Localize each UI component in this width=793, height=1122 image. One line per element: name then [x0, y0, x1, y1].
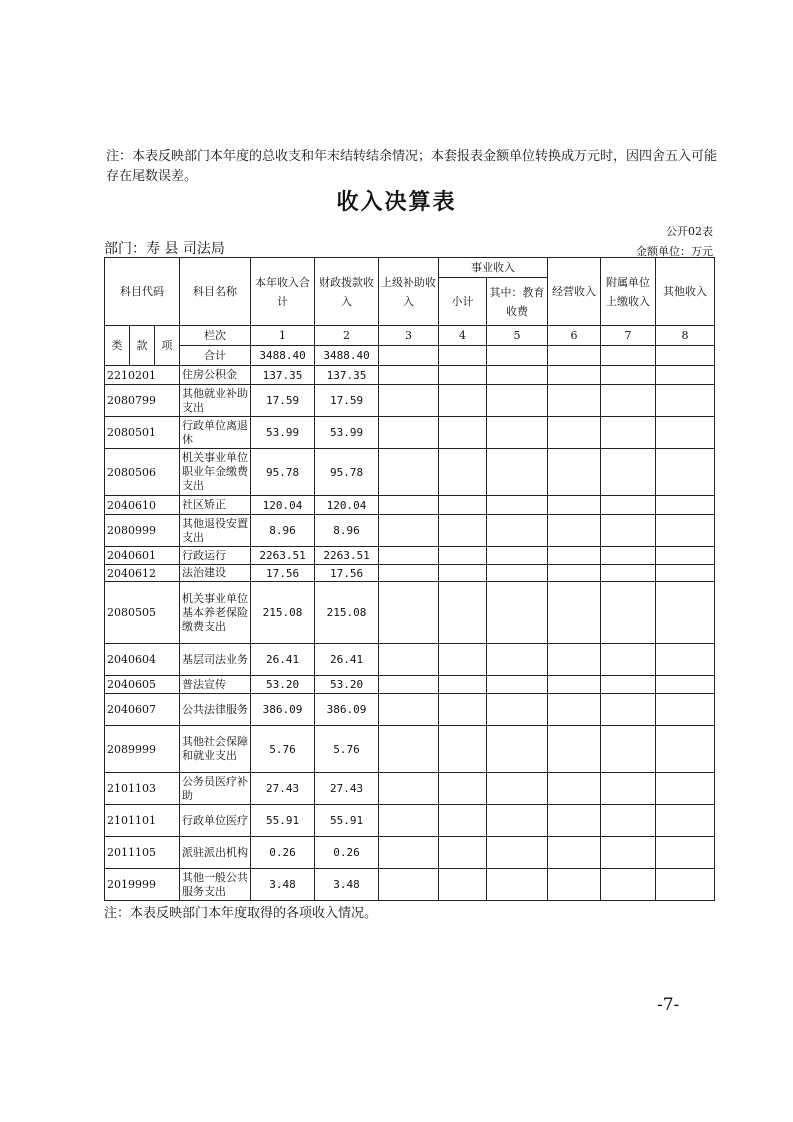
table-row: [105, 417, 715, 449]
empty-cell: [439, 676, 487, 694]
subject-name-cell: 法治建设: [180, 565, 251, 582]
subject-name-cell: 公共法律服务: [180, 694, 251, 726]
annual-income-cell: 3.48: [251, 869, 315, 901]
subject-name-cell: 基层司法业务: [180, 644, 251, 676]
annual-income-cell: 26.41: [251, 644, 315, 676]
header-subtotal: 小计: [439, 278, 487, 326]
total-label: 合计: [180, 346, 251, 366]
empty-cell: [379, 869, 439, 901]
subject-code-cell: 2080505: [105, 582, 180, 644]
empty-cell: [548, 694, 601, 726]
amount-unit: 金额单位：万元: [636, 245, 713, 258]
header-superior-subsidy: 上级补助收入: [379, 258, 439, 326]
empty-cell: [548, 565, 601, 582]
empty-cell: [548, 644, 601, 676]
annual-income-cell: 55.91: [251, 805, 315, 837]
col-num: 4: [439, 326, 487, 346]
empty-cell: [439, 449, 487, 496]
table-row: [105, 582, 715, 644]
table-row: [105, 565, 715, 582]
empty-cell: [656, 366, 715, 385]
empty-cell: [439, 346, 487, 366]
table-row: [105, 644, 715, 676]
annual-income-cell: 215.08: [251, 582, 315, 644]
empty-cell: [439, 366, 487, 385]
page-number: -7-: [657, 995, 680, 1015]
fiscal-allocation-cell: 27.43: [315, 773, 379, 805]
department-label: 部门：寿 县 司法局: [104, 241, 225, 257]
subject-code-cell: 2101101: [105, 805, 180, 837]
empty-cell: [548, 346, 601, 366]
subject-code-cell: 2040601: [105, 547, 180, 565]
subject-code-cell: 2011105: [105, 837, 180, 869]
table-row: [105, 694, 715, 726]
table-row: [105, 805, 715, 837]
table-row: [105, 773, 715, 805]
empty-cell: [379, 366, 439, 385]
subject-name-cell: 公务员医疗补助: [180, 773, 251, 805]
empty-cell: [487, 805, 548, 837]
empty-cell: [439, 515, 487, 547]
form-number: 公开02表: [666, 225, 713, 238]
empty-cell: [601, 869, 656, 901]
empty-cell: [379, 496, 439, 515]
empty-cell: [487, 644, 548, 676]
subject-code-cell: 2101103: [105, 773, 180, 805]
subject-name-cell: 其他一般公共服务支出: [180, 869, 251, 901]
empty-cell: [548, 869, 601, 901]
empty-cell: [656, 726, 715, 773]
subject-code-cell: 2080999: [105, 515, 180, 547]
annual-income-cell: 53.99: [251, 417, 315, 449]
empty-cell: [548, 515, 601, 547]
col-num: 5: [487, 326, 548, 346]
table-row: [105, 496, 715, 515]
subject-name-cell: 社区矫正: [180, 496, 251, 515]
col-num: 8: [656, 326, 715, 346]
empty-cell: [656, 547, 715, 565]
empty-cell: [656, 869, 715, 901]
empty-cell: [379, 547, 439, 565]
subject-code-cell: 2089999: [105, 726, 180, 773]
empty-cell: [656, 837, 715, 869]
total-annual: 3488.40: [251, 346, 315, 366]
header-operating-income: 经营收入: [548, 258, 601, 326]
subject-name-cell: 其他退役安置支出: [180, 515, 251, 547]
fiscal-allocation-cell: 137.35: [315, 366, 379, 385]
empty-cell: [601, 385, 656, 417]
annual-income-cell: 0.26: [251, 837, 315, 869]
annual-income-cell: 17.56: [251, 565, 315, 582]
empty-cell: [379, 837, 439, 869]
empty-cell: [548, 417, 601, 449]
empty-cell: [439, 565, 487, 582]
empty-cell: [548, 449, 601, 496]
empty-cell: [379, 385, 439, 417]
empty-cell: [487, 676, 548, 694]
fiscal-allocation-cell: 55.91: [315, 805, 379, 837]
empty-cell: [487, 582, 548, 644]
subject-code-cell: 2080506: [105, 449, 180, 496]
empty-cell: [379, 417, 439, 449]
empty-cell: [601, 547, 656, 565]
empty-cell: [656, 676, 715, 694]
header-subject-code: 科目代码: [105, 258, 180, 326]
empty-cell: [601, 565, 656, 582]
empty-cell: [601, 582, 656, 644]
empty-cell: [656, 515, 715, 547]
header-business-income: 事业收入: [439, 258, 548, 278]
table-row: [105, 366, 715, 385]
empty-cell: [439, 417, 487, 449]
empty-cell: [439, 496, 487, 515]
empty-cell: [601, 726, 656, 773]
annual-income-cell: 5.76: [251, 726, 315, 773]
empty-cell: [548, 773, 601, 805]
annual-income-cell: 120.04: [251, 496, 315, 515]
table-row: [105, 726, 715, 773]
fiscal-allocation-cell: 386.09: [315, 694, 379, 726]
fiscal-allocation-cell: 215.08: [315, 582, 379, 644]
subject-code-cell: 2080799: [105, 385, 180, 417]
empty-cell: [379, 694, 439, 726]
empty-cell: [548, 582, 601, 644]
empty-cell: [487, 515, 548, 547]
subject-code-cell: 2040605: [105, 676, 180, 694]
empty-cell: [487, 547, 548, 565]
annual-income-cell: 2263.51: [251, 547, 315, 565]
empty-cell: [656, 694, 715, 726]
subject-name-cell: 行政单位医疗: [180, 805, 251, 837]
empty-cell: [487, 565, 548, 582]
header-annual-income: 本年收入合计: [251, 258, 315, 326]
table-row: [105, 515, 715, 547]
subject-name-cell: 派驻派出机构: [180, 837, 251, 869]
empty-cell: [656, 565, 715, 582]
empty-cell: [656, 417, 715, 449]
subject-name-cell: 行政运行: [180, 547, 251, 565]
empty-cell: [656, 582, 715, 644]
empty-cell: [548, 496, 601, 515]
subject-name-cell: 机关事业单位基本养老保险缴费支出: [180, 582, 251, 644]
fiscal-allocation-cell: 95.78: [315, 449, 379, 496]
subject-name-cell: 行政单位离退休: [180, 417, 251, 449]
empty-cell: [487, 346, 548, 366]
fiscal-allocation-cell: 8.96: [315, 515, 379, 547]
table-row: [105, 676, 715, 694]
empty-cell: [379, 449, 439, 496]
empty-cell: [548, 676, 601, 694]
empty-cell: [379, 676, 439, 694]
fiscal-allocation-cell: 53.99: [315, 417, 379, 449]
subject-name-cell: 其他就业补助支出: [180, 385, 251, 417]
empty-cell: [548, 547, 601, 565]
empty-cell: [601, 366, 656, 385]
empty-cell: [379, 346, 439, 366]
subject-code-cell: 2080501: [105, 417, 180, 449]
empty-cell: [487, 449, 548, 496]
empty-cell: [656, 385, 715, 417]
income-table: [104, 257, 715, 901]
header-item: 项: [155, 326, 180, 366]
empty-cell: [548, 385, 601, 417]
subject-code-cell: 2040607: [105, 694, 180, 726]
empty-cell: [656, 644, 715, 676]
annual-income-cell: 95.78: [251, 449, 315, 496]
subject-name-cell: 普法宣传: [180, 676, 251, 694]
fiscal-allocation-cell: 26.41: [315, 644, 379, 676]
empty-cell: [601, 805, 656, 837]
annual-income-cell: 27.43: [251, 773, 315, 805]
empty-cell: [548, 805, 601, 837]
empty-cell: [548, 726, 601, 773]
empty-cell: [439, 726, 487, 773]
empty-cell: [379, 515, 439, 547]
empty-cell: [601, 449, 656, 496]
empty-cell: [656, 496, 715, 515]
table-row: [105, 547, 715, 565]
bottom-note: 注：本表反映部门本年度取得的各项收入情况。: [104, 906, 378, 921]
header-column-index: 栏次: [180, 326, 251, 346]
top-note: 注：本表反映部门本年度的总收支和年末结转结余情况；本套报表金额单位转换成万元时，因四舍五入可能存在尾数误差。: [106, 149, 718, 184]
empty-cell: [656, 773, 715, 805]
header-other-income: 其他收入: [656, 258, 715, 326]
header-class: 类: [105, 326, 130, 366]
empty-cell: [439, 773, 487, 805]
header-affiliated-unit: 附属单位上缴收入: [601, 258, 656, 326]
fiscal-allocation-cell: 17.59: [315, 385, 379, 417]
total-fiscal: 3488.40: [315, 346, 379, 366]
fiscal-allocation-cell: 120.04: [315, 496, 379, 515]
empty-cell: [379, 726, 439, 773]
table-row: [105, 449, 715, 496]
annual-income-cell: 53.20: [251, 676, 315, 694]
empty-cell: [601, 417, 656, 449]
empty-cell: [548, 366, 601, 385]
fiscal-allocation-cell: 3.48: [315, 869, 379, 901]
empty-cell: [487, 496, 548, 515]
empty-cell: [439, 837, 487, 869]
empty-cell: [487, 417, 548, 449]
empty-cell: [487, 385, 548, 417]
empty-cell: [601, 644, 656, 676]
subject-name-cell: 住房公积金: [180, 366, 251, 385]
fiscal-allocation-cell: 53.20: [315, 676, 379, 694]
fiscal-allocation-cell: 2263.51: [315, 547, 379, 565]
subject-code-cell: 2210201: [105, 366, 180, 385]
empty-cell: [487, 869, 548, 901]
table-row: [105, 869, 715, 901]
col-num: 1: [251, 326, 315, 346]
annual-income-cell: 137.35: [251, 366, 315, 385]
empty-cell: [379, 565, 439, 582]
empty-cell: [601, 773, 656, 805]
col-num: 3: [379, 326, 439, 346]
col-num: 7: [601, 326, 656, 346]
empty-cell: [487, 366, 548, 385]
empty-cell: [487, 837, 548, 869]
empty-cell: [439, 547, 487, 565]
subject-code-cell: 2040612: [105, 565, 180, 582]
empty-cell: [656, 449, 715, 496]
annual-income-cell: 17.59: [251, 385, 315, 417]
empty-cell: [439, 805, 487, 837]
empty-cell: [439, 385, 487, 417]
header-fiscal-allocation: 财政拨款收入: [315, 258, 379, 326]
empty-cell: [656, 346, 715, 366]
page-title: 收入决算表: [336, 189, 457, 215]
empty-cell: [439, 869, 487, 901]
fiscal-allocation-cell: 17.56: [315, 565, 379, 582]
subject-name-cell: 机关事业单位职业年金缴费支出: [180, 449, 251, 496]
empty-cell: [548, 837, 601, 869]
empty-cell: [379, 582, 439, 644]
subject-code-cell: 2040610: [105, 496, 180, 515]
table-row: [105, 837, 715, 869]
empty-cell: [439, 582, 487, 644]
empty-cell: [601, 694, 656, 726]
subject-name-cell: 其他社会保障和就业支出: [180, 726, 251, 773]
table-row: [105, 385, 715, 417]
header-section: 款: [130, 326, 155, 366]
annual-income-cell: 8.96: [251, 515, 315, 547]
empty-cell: [601, 346, 656, 366]
fiscal-allocation-cell: 0.26: [315, 837, 379, 869]
empty-cell: [601, 676, 656, 694]
col-num: 6: [548, 326, 601, 346]
annual-income-cell: 386.09: [251, 694, 315, 726]
empty-cell: [439, 644, 487, 676]
subject-code-cell: 2019999: [105, 869, 180, 901]
empty-cell: [439, 694, 487, 726]
empty-cell: [601, 515, 656, 547]
header-education-fee: 其中：教育收费: [487, 278, 548, 326]
empty-cell: [379, 773, 439, 805]
subject-code-cell: 2040604: [105, 644, 180, 676]
empty-cell: [601, 837, 656, 869]
fiscal-allocation-cell: 5.76: [315, 726, 379, 773]
empty-cell: [487, 773, 548, 805]
empty-cell: [379, 644, 439, 676]
empty-cell: [656, 805, 715, 837]
empty-cell: [379, 805, 439, 837]
empty-cell: [601, 496, 656, 515]
empty-cell: [487, 726, 548, 773]
empty-cell: [487, 694, 548, 726]
header-subject-name: 科目名称: [180, 258, 251, 326]
col-num: 2: [315, 326, 379, 346]
